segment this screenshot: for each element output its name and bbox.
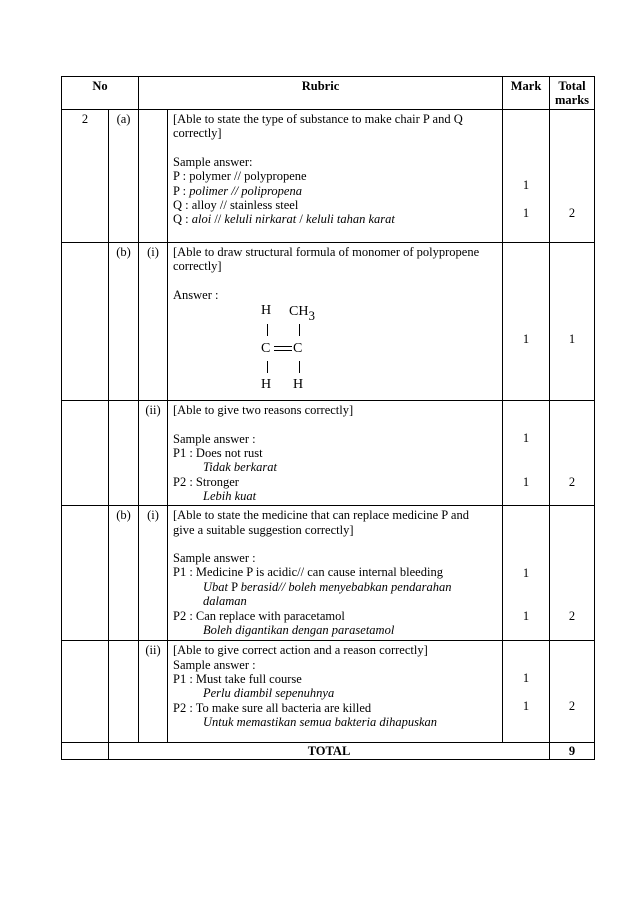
sub-label: (i) — [139, 506, 168, 641]
total-value: 2 — [568, 699, 576, 714]
answer-line: P1 : Must take full course — [173, 672, 302, 687]
mark-value: 1 — [522, 475, 530, 490]
total-value: 2 — [568, 609, 576, 624]
mark-cell — [503, 641, 550, 743]
mark-value: 1 — [522, 178, 530, 192]
total-row-empty — [62, 743, 109, 760]
ch-text: CH — [289, 304, 309, 320]
answer-line: P1 : Does not rust — [173, 446, 263, 461]
criteria-line: [Able to state the type of substance to make chair P and Q — [173, 112, 463, 126]
carbon-left: C — [261, 341, 271, 357]
mark-cell — [503, 401, 550, 506]
answer-line: Q : alloy // stainless steel — [173, 198, 299, 213]
total-cell — [550, 110, 595, 243]
answer-label: Answer : — [173, 287, 219, 302]
sub-label-empty — [139, 110, 168, 243]
mark-value: 1 — [522, 206, 530, 220]
bond-bottom-left — [267, 361, 268, 373]
carbon-right: C — [293, 341, 303, 357]
mark-cell — [503, 243, 550, 401]
answer-line-malay — [173, 212, 496, 226]
part-label: (b) — [109, 506, 139, 641]
question-number-empty — [62, 641, 109, 743]
bond-top-right — [299, 324, 300, 336]
question-number-empty — [62, 506, 109, 641]
criteria-line: [Able to state the medicine that can replace medicine P and — [173, 508, 469, 523]
header-total-line1: Total — [558, 79, 586, 93]
sample-answer-label: Sample answer : — [173, 657, 256, 672]
row-2a — [62, 110, 595, 243]
header-rubric: Rubric — [139, 77, 503, 110]
mark-value: 1 — [522, 566, 530, 581]
malay-answer: keluli nirkarat — [224, 212, 297, 227]
malay-answer: Untuk memastikan semua bakteria dihapuskan — [203, 715, 437, 730]
mark-value: 1 — [522, 699, 530, 714]
hydrogen-bottom-left: H — [261, 377, 272, 393]
medicine-label: P — [228, 579, 241, 594]
mark-cell — [503, 110, 550, 243]
question-number-empty — [62, 243, 109, 401]
header-total-marks — [550, 77, 595, 110]
question-number: 2 — [62, 110, 109, 243]
answer-line: P : polymer // polypropene — [173, 169, 307, 184]
part-label: (b) — [109, 243, 139, 401]
total-value: 1 — [568, 332, 576, 346]
mark-value: 1 — [522, 609, 530, 624]
header-row — [62, 77, 595, 110]
rubric-cell — [168, 506, 503, 641]
rubric-cell — [168, 243, 503, 401]
malay-answer: keluli tahan karat — [306, 212, 395, 227]
part-label-empty — [109, 641, 139, 743]
grand-total-value: 9 — [550, 743, 595, 760]
marking-scheme-table — [61, 76, 595, 760]
malay-answer: Ubat — [203, 579, 228, 594]
question-number-empty — [62, 401, 109, 506]
total-value: 2 — [568, 475, 576, 490]
row-2c-ii — [62, 641, 595, 743]
criteria-line: correctly] — [173, 259, 222, 274]
rubric-cell — [168, 401, 503, 506]
sample-answer-label: Sample answer: — [173, 154, 253, 169]
rubric-cell — [168, 110, 503, 243]
answer-line: P2 : Can replace with paracetamol — [173, 608, 345, 623]
total-row — [62, 743, 595, 760]
total-value: 2 — [568, 206, 576, 220]
answer-line: P2 : To make sure all bacteria are killed — [173, 700, 372, 715]
row-2c-i — [62, 506, 595, 641]
sample-answer-label: Sample answer : — [173, 551, 256, 566]
header-mark: Mark — [503, 77, 550, 110]
answer-prefix: Q : — [173, 212, 192, 227]
criteria-line: [Able to give correct action and a reason correctly] — [173, 643, 428, 658]
malay-answer: Perlu diambil sepenuhnya — [203, 686, 335, 701]
sub-label: (ii) — [139, 401, 168, 506]
double-bond-upper — [274, 346, 292, 347]
answer-prefix: P : — [173, 183, 190, 198]
answer-line-malay — [173, 184, 496, 198]
criteria-line: give a suitable suggestion correctly] — [173, 522, 354, 537]
mark-value: 1 — [522, 671, 530, 686]
hydrogen-bottom-right: H — [293, 377, 304, 393]
sub-label: (ii) — [139, 641, 168, 743]
structural-formula — [173, 302, 496, 400]
answer-line: P2 : Stronger — [173, 474, 239, 489]
methyl-group — [289, 304, 315, 324]
malay-answer: berasid// boleh menyebabkan pendarahan — [240, 579, 452, 594]
total-cell — [550, 401, 595, 506]
total-label: TOTAL — [109, 743, 550, 760]
sub-label: (i) — [139, 243, 168, 401]
malay-answer: dalaman — [203, 594, 247, 609]
bond-bottom-right — [299, 361, 300, 373]
malay-answer: Lebih kuat — [203, 489, 257, 504]
separator: / — [296, 212, 307, 227]
malay-answer: Boleh digantikan dengan parasetamol — [203, 623, 395, 638]
row-2b-ii — [62, 401, 595, 506]
rubric-cell — [168, 641, 503, 743]
malay-answer: polimer // polipropena — [189, 183, 302, 198]
mark-value: 1 — [522, 431, 530, 446]
criteria-line: correctly] — [173, 126, 222, 141]
criteria-line: [Able to give two reasons correctly] — [173, 403, 354, 418]
row-2b-i — [62, 243, 595, 401]
malay-answer: aloi — [191, 212, 212, 227]
mark-value: 1 — [522, 332, 530, 346]
malay-answer-line — [173, 580, 496, 594]
total-cell — [550, 506, 595, 641]
mark-cell — [503, 506, 550, 641]
part-label: (a) — [109, 110, 139, 243]
sample-answer-label: Sample answer : — [173, 431, 256, 446]
total-cell — [550, 641, 595, 743]
separator: // — [211, 212, 225, 227]
subscript-3: 3 — [308, 308, 315, 324]
bond-top-left — [267, 324, 268, 336]
header-total-line2: marks — [554, 93, 590, 108]
double-bond-lower — [274, 350, 292, 351]
header-no: No — [62, 77, 139, 110]
hydrogen-top: H — [261, 303, 272, 319]
part-label-empty — [109, 401, 139, 506]
criteria-line: [Able to draw structural formula of monomer of polypropene — [173, 245, 480, 259]
malay-answer: Tidak berkarat — [203, 460, 277, 475]
total-cell — [550, 243, 595, 401]
answer-line: P1 : Medicine P is acidic// can cause internal bleeding — [173, 565, 443, 580]
